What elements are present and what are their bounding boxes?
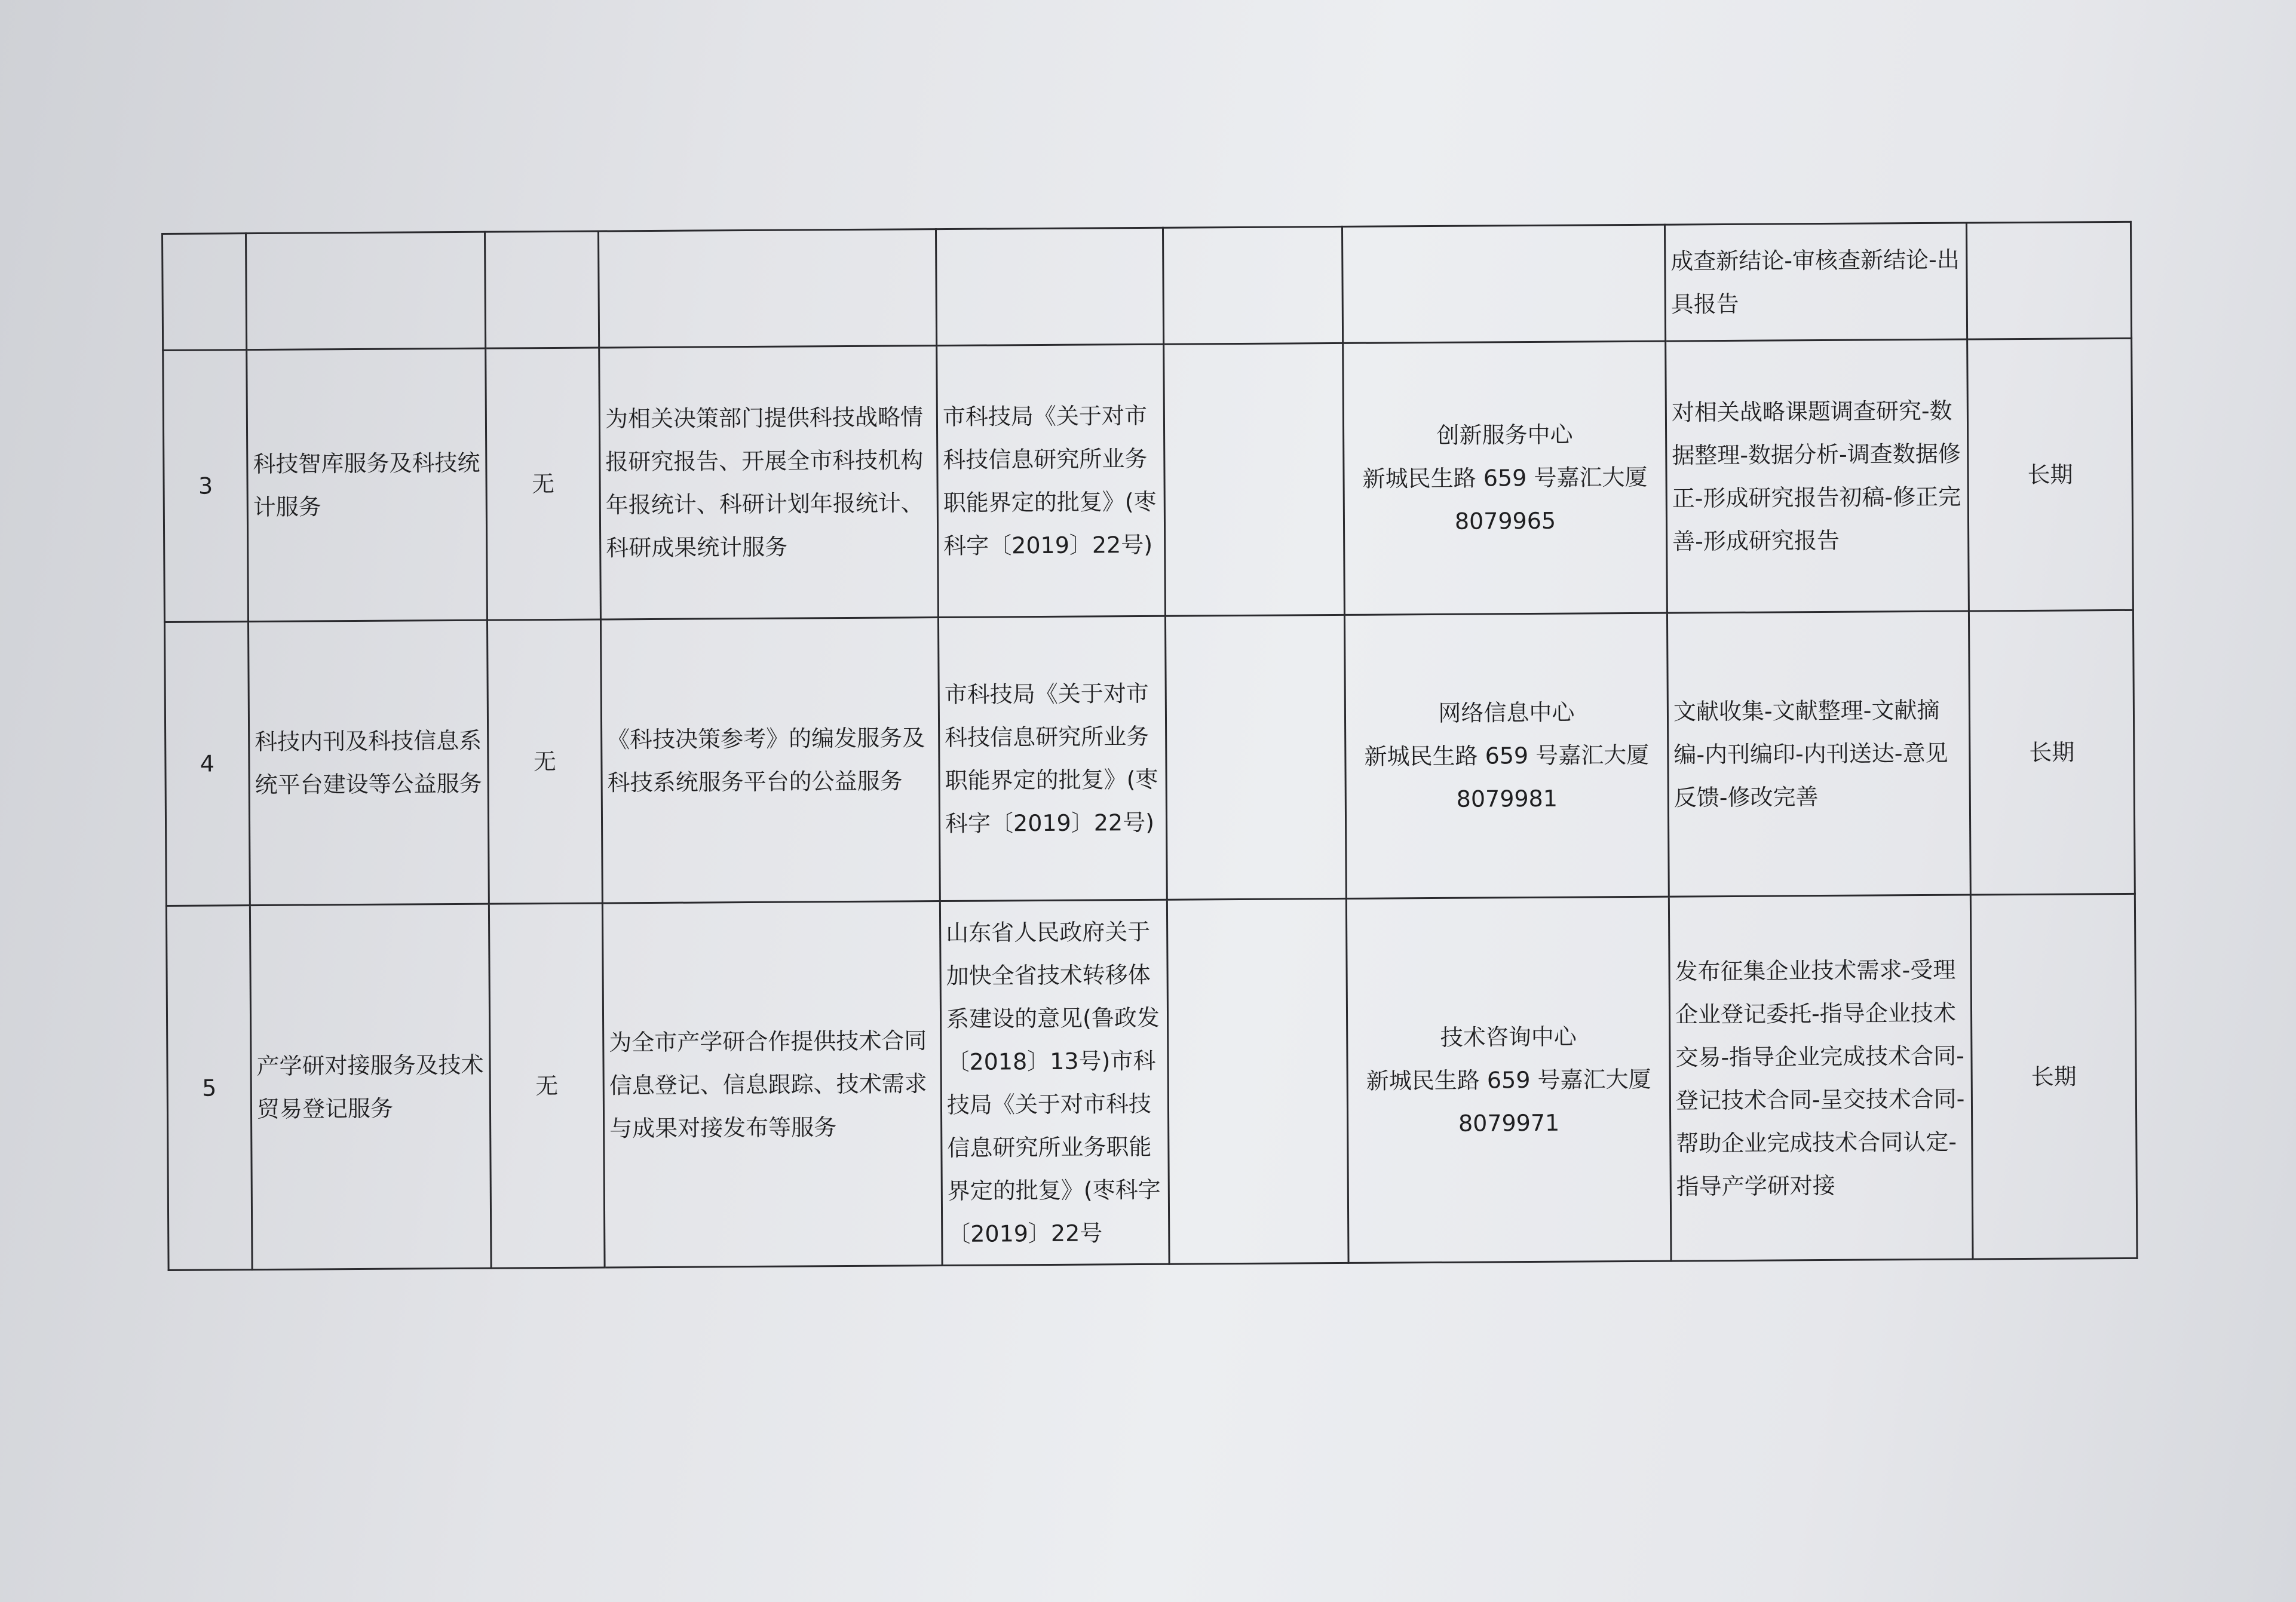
dept-name: 创新服务中心: [1436, 421, 1573, 449]
dept-address: [1348, 283, 1660, 285]
cell-fee: 无: [486, 348, 601, 620]
dept-phone: [1348, 283, 1660, 285]
cell-dept: [1343, 341, 1667, 615]
cell-process: 成查新结论-审核查新结论-出具报告: [1664, 223, 1967, 341]
dept-address: 新城民生路 659 号嘉汇大厦: [1364, 741, 1650, 770]
table-row: [163, 222, 2132, 350]
dept-phone: 8079981: [1456, 785, 1558, 812]
cell-basis: 市科技局《关于对市科技信息研究所业务职能界定的批复》(枣科字〔2019〕22号): [938, 616, 1167, 901]
dept-address: 新城民生路 659 号嘉汇大厦: [1362, 464, 1648, 492]
cell-no: 3: [163, 350, 249, 622]
cell-term: 长期: [1969, 610, 2135, 895]
cell-fee: 无: [489, 903, 605, 1268]
cell-name: 科技智库服务及科技统计服务: [247, 348, 488, 621]
cell-name: [246, 232, 486, 349]
cell-dept: [1342, 225, 1665, 343]
table-row: [166, 894, 2137, 1270]
cell-basis: 市科技局《关于对市科技信息研究所业务职能界定的批复》(枣科字〔2019〕22号): [937, 344, 1166, 617]
cell-no: 5: [166, 906, 252, 1270]
cell-no: [163, 234, 247, 351]
cell-blank: [1165, 615, 1346, 900]
cell-content: [598, 229, 936, 348]
cell-term: [1966, 222, 2131, 339]
cell-term: 长期: [1967, 338, 2133, 611]
dept-address: 新城民生路 659 号嘉汇大厦: [1366, 1066, 1651, 1094]
cell-dept: [1346, 897, 1671, 1263]
cell-name: 科技内刊及科技信息系统平台建设等公益服务: [248, 620, 489, 905]
cell-process: 发布征集企业技术需求-受理企业登记委托-指导企业技术交易-指导企业完成技术合同-登记技术合同-呈交技术合同-帮助企业完成技术合同认定-指导产学研对接: [1669, 895, 1973, 1261]
dept-phone: 8079971: [1458, 1109, 1560, 1137]
dept-name: 网络信息中心: [1438, 699, 1575, 726]
table-row: [163, 338, 2133, 622]
cell-content: 为全市产学研合作提供技术合同信息登记、信息跟踪、技术需求与成果对接发布等服务: [602, 901, 942, 1268]
cell-blank: [1167, 898, 1348, 1264]
cell-no: 4: [164, 622, 250, 906]
cell-blank: [1163, 226, 1342, 344]
cell-blank: [1164, 343, 1345, 616]
dept-name: 技术咨询中心: [1440, 1023, 1577, 1051]
table-row: [164, 610, 2135, 906]
cell-fee: 无: [487, 619, 602, 904]
cell-dept: [1344, 613, 1669, 898]
service-table: [161, 221, 2138, 1271]
dept-phone: 8079965: [1454, 507, 1556, 535]
cell-process: 文献收集-文献整理-文献摘编-内刊编印-内刊送达-意见反馈-修改完善: [1667, 611, 1970, 897]
cell-term: 长期: [1970, 894, 2137, 1259]
dept-name: [1348, 283, 1660, 285]
cell-content: 为相关决策部门提供科技战略情报研究报告、开展全市科技机构年报统计、科研计划年报统计、科研成果统计服务: [599, 346, 939, 619]
cell-name: 产学研对接服务及技术贸易登记服务: [250, 904, 491, 1269]
cell-fee: [485, 231, 599, 348]
cell-basis: [936, 228, 1163, 345]
cell-process: 对相关战略课题调查研究-数据整理-数据分析-调查数据修正-形成研究报告初稿-修正完善-形成研究报告: [1666, 339, 1969, 613]
cell-basis: 山东省人民政府关于加快全省技术转移体系建设的意见(鲁政发〔2018〕13号)市科技局《关于对市科技信息研究所业务职能界定的批复》(枣科字〔2019〕22号: [940, 900, 1169, 1265]
cell-content: 《科技决策参考》的编发服务及科技系统服务平台的公益服务: [600, 618, 940, 903]
